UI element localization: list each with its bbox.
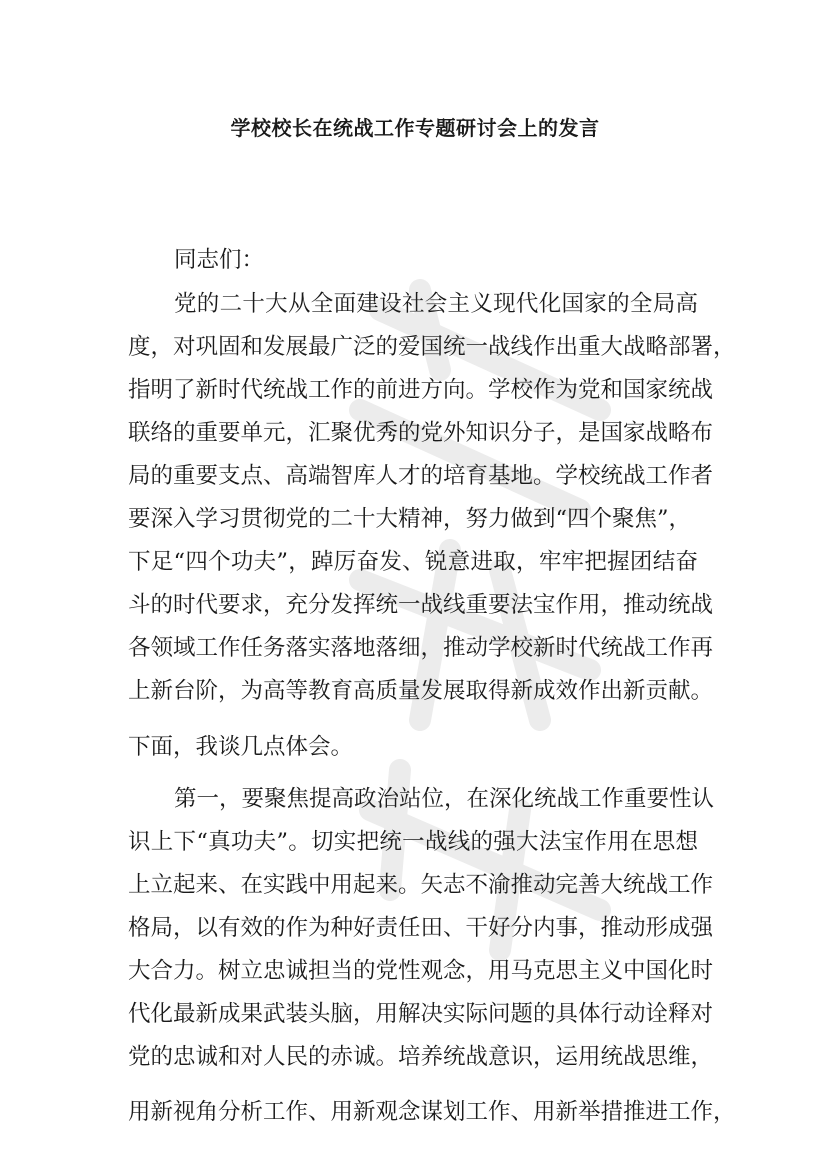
intro-line: 下面，我谈几点体会。: [128, 734, 354, 760]
paragraph1-line-9: 各领域工作任务落实落地落细，推动学校新时代统战工作再: [128, 635, 714, 661]
paragraph2-line-7: 党的忠诚和对人民的赤诚。培养统战意识，运用统战思维，: [128, 1044, 714, 1070]
paragraph1-line-6: 要深入学习贯彻党的二十大精神，努力做到“四个聚焦”，: [128, 506, 692, 532]
paragraph2-line-3: 上立起来、在实践中用起来。矢志不渝推动完善大统战工作: [128, 872, 714, 898]
paragraph2-line-4: 格局，以有效的作为种好责任田、干好分内事，推动形成强: [128, 915, 714, 941]
paragraph2-line-6: 代化最新成果武装头脑，用解决实际问题的具体行动诠释对: [128, 1001, 714, 1027]
paragraph2-line-8: 用新视角分析工作、用新观念谋划工作、用新举措推进工作，: [128, 1099, 736, 1125]
paragraph2-line-2: 识上下“真功夫”。切实把统一战线的强大法宝作用在思想: [128, 829, 698, 855]
paragraph1-line-10: 上新台阶，为高等教育高质量发展取得新成效作出新贡献。: [128, 678, 714, 704]
paragraph2-line-1: 第一，要聚焦提高政治站位，在深化统战工作重要性认: [174, 786, 715, 812]
paragraph1-line-2: 度，对巩固和发展最广泛的爱国统一战线作出重大战略部署，: [128, 334, 736, 360]
paragraph1-line-3: 指明了新时代统战工作的前进方向。学校作为党和国家统战: [128, 377, 714, 403]
document-title: 学校校长在统战工作专题研讨会上的发言: [230, 116, 600, 140]
paragraph1-line-4: 联络的重要单元，汇聚优秀的党外知识分子，是国家战略布: [128, 420, 714, 446]
paragraph1-line-8: 斗的时代要求，充分发挥统一战线重要法宝作用，推动统战: [128, 592, 714, 618]
paragraph2-line-5: 大合力。树立忠诚担当的党性观念，用马克思主义中国化时: [128, 958, 714, 984]
paragraph1-line-1: 党的二十大从全面建设社会主义现代化国家的全局高: [174, 291, 698, 317]
salutation: 同志们：: [174, 247, 265, 273]
paragraph1-line-7: 下足“四个功夫”，踔厉奋发、锐意进取，牢牢把握团结奋: [128, 549, 698, 575]
paragraph1-line-5: 局的重要支点、高端智库人才的培育基地。学校统战工作者: [128, 463, 714, 489]
